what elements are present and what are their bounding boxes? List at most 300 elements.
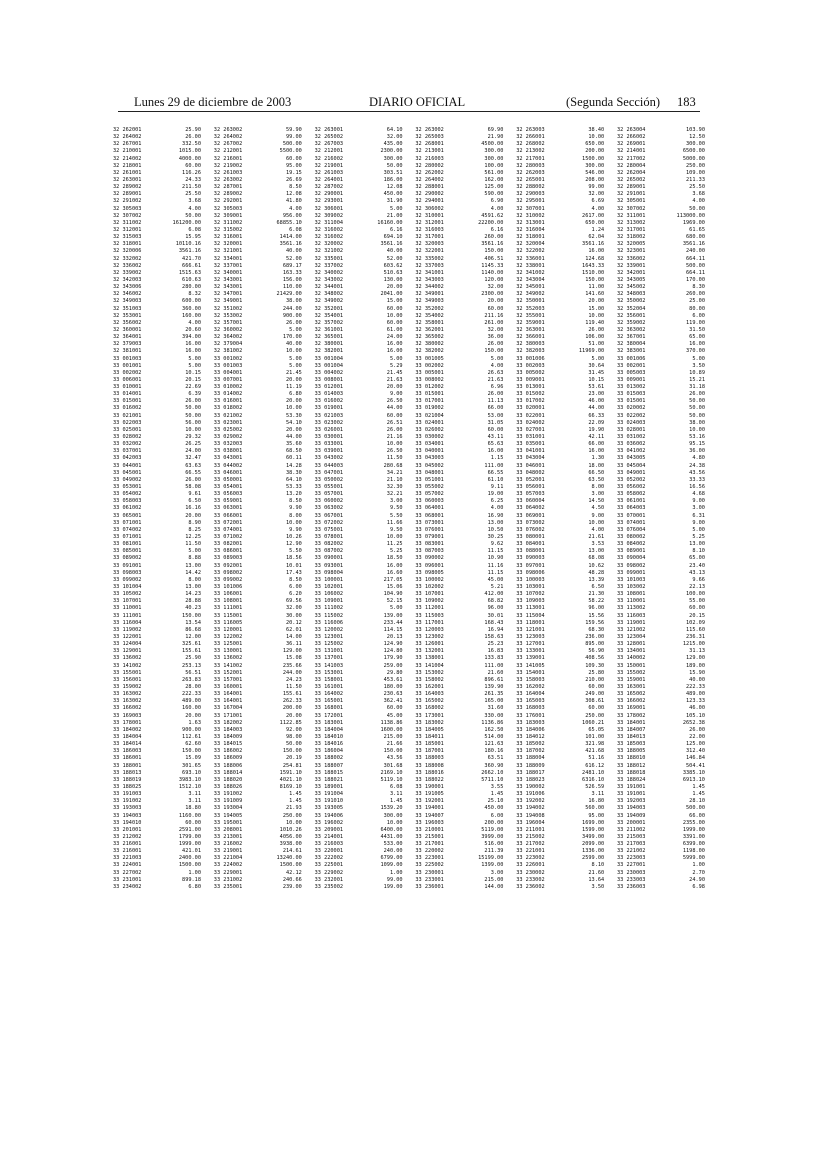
item-code: 33 087002: [314, 548, 344, 555]
item-code: 32 348002: [314, 291, 344, 298]
item-value: 2481.10: [582, 769, 605, 776]
table-row: [315, 734, 403, 741]
item-code: 33 014002: [213, 391, 243, 398]
item-code: 32 362001: [415, 326, 444, 333]
item-code: 32 318001: [516, 234, 545, 241]
table-row: [617, 855, 705, 862]
table-row: [315, 555, 403, 562]
table-row: [113, 663, 201, 670]
item-value: 603.62: [383, 262, 403, 269]
table-row: [315, 834, 403, 841]
table-row: [113, 284, 201, 291]
item-value: 25.90: [185, 127, 201, 133]
table-row: [315, 741, 403, 748]
item-value: 214.61: [282, 848, 302, 855]
item-code: 33 057003: [516, 491, 545, 498]
item-code: 32 343006: [113, 284, 142, 291]
item-code: 32 265002: [314, 134, 344, 141]
item-value: 23.40: [689, 562, 705, 569]
item-value: 116.26: [182, 169, 201, 176]
item-code: 33 089001: [616, 548, 646, 555]
item-value: 16.83: [487, 648, 504, 655]
item-value: 29.32: [185, 434, 201, 441]
item-code: 33 125001: [213, 641, 243, 648]
item-code: 33 076001: [415, 526, 444, 533]
item-value: 13.00: [588, 548, 605, 555]
table-row: [214, 527, 302, 534]
item-value: 20.15: [689, 612, 705, 619]
item-code: 33 120001: [213, 626, 243, 633]
item-value: 4.00: [188, 205, 201, 212]
item-value: 421.70: [182, 255, 201, 262]
item-code: 33 014003: [314, 391, 344, 398]
table-row: [113, 505, 201, 512]
item-code: 32 290003: [516, 191, 545, 198]
header-page-number: 183: [677, 95, 696, 109]
item-value: 1999.00: [682, 826, 705, 833]
item-value: 50.00: [386, 162, 403, 169]
item-code: 32 349002: [516, 291, 545, 298]
item-value: 50.00: [689, 405, 705, 412]
item-code: 33 001006: [516, 355, 545, 362]
item-code: 33 109002: [415, 598, 444, 605]
table-row: [315, 598, 403, 605]
table-row: [315, 227, 403, 234]
item-code: 32 323001: [616, 248, 646, 255]
item-code: 33 002002: [415, 362, 444, 369]
table-row: [315, 820, 403, 827]
item-code: 33 188023: [516, 776, 545, 783]
table-row: [516, 620, 604, 627]
item-value: 10.00: [386, 534, 403, 541]
table-row: [113, 220, 201, 227]
item-code: 33 022003: [113, 419, 142, 426]
item-code: 32 343003: [415, 276, 444, 283]
item-code: 33 188012: [616, 762, 646, 769]
table-row: [415, 805, 503, 812]
item-value: 11.50: [185, 541, 201, 548]
item-value: 360.90: [484, 762, 504, 769]
item-code: 32 337003: [415, 262, 444, 269]
table-row: [113, 798, 201, 805]
item-code: 33 101004: [113, 584, 142, 590]
item-value: 9.00: [692, 519, 705, 526]
item-code: 33 093001: [314, 562, 344, 569]
table-row: [617, 820, 705, 827]
item-code: 33 122001: [113, 633, 142, 640]
item-value: 6.00: [490, 812, 504, 819]
item-value: 155.61: [282, 691, 302, 698]
table-row: [113, 598, 201, 605]
table-row: [113, 534, 201, 541]
table-row: [315, 791, 403, 798]
table-row: [214, 256, 302, 263]
item-code: 33 082001: [213, 541, 243, 548]
item-value: 96.00: [588, 605, 605, 612]
item-code: 33 184001: [616, 719, 646, 726]
item-code: 33 227002: [113, 869, 142, 876]
table-row: [516, 284, 604, 291]
item-value: 150.00: [182, 748, 201, 755]
item-code: 33 139001: [516, 655, 545, 662]
item-code: 32 267002: [213, 141, 243, 148]
item-code: 32 263003: [516, 127, 545, 133]
item-code: 32 380003: [516, 341, 545, 348]
item-code: 32 349003: [113, 298, 142, 305]
item-value: 26.69: [285, 176, 302, 183]
item-value: 694.10: [383, 234, 403, 241]
item-code: 33 131001: [314, 648, 344, 655]
item-code: 33 223002: [516, 855, 545, 862]
item-code: 33 224002: [213, 862, 243, 869]
table-row: [415, 698, 503, 705]
item-code: 33 022002: [616, 412, 646, 419]
item-value: 133.83: [484, 655, 504, 662]
item-value: 4.00: [490, 505, 504, 512]
table-row: [113, 334, 201, 341]
item-code: 32 343002: [314, 276, 344, 283]
item-value: 8.32: [188, 291, 201, 298]
item-value: 1.45: [490, 791, 504, 798]
item-value: 4.68: [692, 491, 705, 498]
item-value: 10.00: [689, 426, 705, 433]
item-value: 141.60: [585, 291, 605, 298]
item-code: 33 236002: [516, 883, 545, 890]
item-code: 33 001004: [314, 355, 344, 362]
item-value: 22200.00: [478, 219, 504, 226]
item-value: 10.62: [588, 562, 605, 569]
table-row: [415, 477, 503, 484]
item-code: 32 366001: [516, 334, 545, 341]
table-row: [617, 620, 705, 627]
item-value: 6.25: [490, 498, 504, 505]
table-row: [214, 705, 302, 712]
table-row: [315, 613, 403, 620]
item-code: 33 024002: [516, 419, 545, 426]
item-code: 33 186009: [213, 755, 243, 762]
item-code: 33 043005: [616, 455, 646, 462]
item-code: 33 121001: [516, 626, 545, 633]
table-row: [516, 741, 604, 748]
table-row: [315, 248, 403, 255]
item-value: 6.69: [591, 198, 605, 205]
item-code: 33 060003: [415, 498, 444, 505]
table-row: [617, 241, 705, 248]
item-value: 4.00: [490, 362, 504, 369]
item-code: 33 043002: [314, 455, 344, 462]
item-code: 33 192003: [616, 798, 646, 805]
table-row: [315, 634, 403, 641]
item-value: 45.00: [386, 712, 403, 719]
item-value: 301.65: [182, 762, 201, 769]
item-value: 300.00: [585, 162, 605, 169]
item-code: 32 311001: [616, 212, 646, 219]
item-value: 29.80: [386, 669, 403, 676]
item-value: 50.00: [185, 405, 201, 412]
table-row: [214, 734, 302, 741]
item-code: 32 311002: [113, 219, 142, 226]
table-row: [214, 548, 302, 555]
item-code: 32 212001: [314, 148, 344, 155]
item-value: 60.00: [386, 412, 403, 419]
table-row: [516, 184, 604, 191]
item-code: 33 229001: [213, 869, 243, 876]
table-row: [516, 848, 604, 855]
item-value: 3391.00: [682, 833, 705, 840]
item-code: 32 343001: [213, 284, 243, 291]
table-row: [113, 313, 201, 320]
table-row: [113, 627, 201, 634]
table-row: [113, 298, 201, 305]
item-code: 32 310002: [516, 212, 545, 219]
table-row: [415, 555, 503, 562]
item-value: 68.50: [285, 448, 302, 455]
table-row: [315, 763, 403, 770]
item-value: 26.00: [285, 319, 302, 326]
item-code: 33 123002: [415, 633, 444, 640]
item-code: 32 349001: [415, 291, 444, 298]
item-code: 33 001004: [314, 362, 344, 369]
table-row: [214, 570, 302, 577]
item-value: 10.01: [285, 562, 302, 569]
item-value: 68.08: [588, 555, 605, 562]
item-code: 33 191009: [213, 798, 243, 805]
item-code: 32 360002: [213, 326, 243, 333]
table-row: [617, 513, 705, 520]
table-row: [516, 670, 604, 677]
table-row: [617, 320, 705, 327]
table-row: [617, 263, 705, 270]
table-row: [516, 291, 604, 298]
item-value: 6913.10: [682, 776, 705, 783]
item-value: 5.00: [490, 355, 504, 362]
item-code: 33 024001: [415, 419, 444, 426]
table-row: [415, 384, 503, 391]
item-code: 33 187002: [516, 748, 545, 755]
item-code: 32 217001: [516, 155, 545, 162]
table-row: [214, 163, 302, 170]
table-row: [516, 548, 604, 555]
item-value: 24.33: [185, 176, 201, 183]
item-code: 33 208001: [213, 826, 243, 833]
item-code: 33 056002: [616, 484, 646, 491]
item-code: 33 004002: [314, 369, 344, 376]
item-code: 33 084001: [516, 541, 545, 548]
item-code: 33 103001: [516, 584, 545, 590]
table-row: [113, 577, 201, 584]
table-row: [516, 870, 604, 877]
item-code: 32 262004: [616, 169, 646, 176]
item-code: 32 217002: [616, 155, 646, 162]
item-code: 32 340002: [314, 269, 344, 276]
item-code: 33 001002: [213, 355, 243, 362]
item-value: 230.63: [383, 691, 403, 698]
item-value: 11.25: [386, 541, 403, 548]
item-value: 1600.00: [380, 726, 403, 733]
table-row: [214, 877, 302, 884]
table-row: [315, 277, 403, 284]
item-value: 20.13: [386, 633, 403, 640]
table-row: [214, 284, 302, 291]
item-value: 31.90: [386, 198, 403, 205]
item-value: 2300.00: [380, 148, 403, 155]
item-code: 33 233002: [516, 876, 545, 883]
item-code: 32 210001: [113, 148, 142, 155]
table-row: [617, 448, 705, 455]
item-code: 32 218001: [113, 162, 142, 169]
table-row: [214, 156, 302, 163]
table-row: [617, 577, 705, 584]
item-value: 5.00: [289, 326, 302, 333]
item-code: 33 184016: [314, 741, 344, 748]
item-code: 32 264002: [113, 134, 142, 141]
item-code: 32 321001: [213, 248, 243, 255]
item-value: 500.00: [686, 262, 705, 269]
table-row: [113, 555, 201, 562]
item-code: 32 347001: [213, 291, 243, 298]
item-code: 33 020002: [616, 405, 646, 412]
table-row: [516, 705, 604, 712]
item-code: 33 072002: [314, 519, 344, 526]
item-value: 222.33: [182, 691, 201, 698]
item-code: 33 027001: [516, 426, 545, 433]
table-row: [315, 134, 403, 141]
item-code: 33 079001: [415, 534, 444, 541]
table-row: [415, 620, 503, 627]
item-code: 33 090001: [314, 555, 344, 562]
item-value: 12.00: [185, 633, 201, 640]
item-value: 62.60: [185, 741, 201, 748]
item-value: 60.00: [285, 155, 302, 162]
item-code: 33 196004: [516, 819, 545, 826]
table-row: [617, 698, 705, 705]
table-row: [516, 813, 604, 820]
item-value: 896.61: [484, 676, 504, 683]
item-value: 42.12: [285, 869, 302, 876]
item-value: 15199.00: [478, 855, 504, 862]
item-value: 20.12: [285, 619, 302, 626]
item-value: 35.60: [285, 441, 302, 448]
table-row: [415, 720, 503, 727]
table-column: [415, 127, 503, 891]
table-row: [315, 584, 403, 591]
item-code: 33 004001: [213, 369, 243, 376]
table-row: [315, 284, 403, 291]
item-value: 236.31: [686, 633, 705, 640]
item-code: 33 161001: [314, 683, 344, 690]
table-row: [113, 263, 201, 270]
item-code: 33 054001: [213, 484, 243, 491]
item-value: 24.00: [386, 334, 403, 341]
item-code: 32 305003: [213, 205, 243, 212]
item-code: 33 223003: [616, 855, 646, 862]
item-value: 3.50: [591, 883, 605, 890]
table-row: [617, 527, 705, 534]
item-code: 32 306001: [314, 205, 344, 212]
item-value: 52.00: [386, 255, 403, 262]
item-code: 33 219001: [213, 848, 243, 855]
table-row: [415, 727, 503, 734]
item-code: 32 336002: [616, 255, 646, 262]
table-row: [315, 520, 403, 527]
item-code: 33 211001: [516, 826, 545, 833]
table-row: [516, 177, 604, 184]
item-value: 3983.10: [178, 776, 201, 783]
item-value: 16.00: [386, 562, 403, 569]
table-row: [214, 763, 302, 770]
item-value: 48.28: [588, 569, 605, 576]
item-value: 280.00: [182, 284, 201, 291]
table-row: [315, 234, 403, 241]
item-value: 95.15: [689, 441, 705, 448]
item-value: 28.88: [185, 598, 201, 605]
item-code: 32 261003: [314, 169, 344, 176]
item-value: 235.66: [282, 662, 302, 669]
item-code: 33 201001: [113, 826, 142, 833]
item-value: 211.39: [484, 848, 504, 855]
item-value: 3561.16: [279, 241, 302, 248]
item-value: 321.98: [585, 741, 605, 748]
item-value: 60.00: [487, 426, 504, 433]
item-value: 300.00: [484, 148, 504, 155]
item-code: 33 058002: [616, 491, 646, 498]
table-row: [516, 163, 604, 170]
item-code: 33 193004: [213, 805, 243, 812]
table-row: [516, 684, 604, 691]
table-row: [113, 734, 201, 741]
item-value: 31.18: [689, 384, 705, 391]
item-code: 33 188001: [113, 762, 142, 769]
table-row: [516, 534, 604, 541]
item-code: 32 289001: [616, 184, 646, 191]
table-row: [415, 334, 503, 341]
item-value: 16.56: [689, 484, 705, 491]
item-code: 33 235001: [213, 883, 243, 890]
table-row: [113, 227, 201, 234]
item-value: 60.00: [588, 705, 605, 712]
item-code: 33 021003: [314, 412, 344, 419]
item-value: 8.50: [289, 576, 302, 583]
item-value: 8.10: [591, 862, 605, 869]
table-row: [516, 613, 604, 620]
item-code: 33 155002: [616, 669, 646, 676]
item-value: 99.00: [386, 876, 403, 883]
table-row: [315, 348, 403, 355]
item-code: 32 363001: [516, 326, 545, 333]
item-value: 5.00: [289, 362, 302, 369]
table-row: [516, 356, 604, 363]
item-value: 119.00: [686, 319, 705, 326]
item-code: 33 234002: [113, 883, 142, 890]
item-code: 33 098002: [616, 562, 646, 569]
table-row: [516, 563, 604, 570]
table-row: [315, 698, 403, 705]
table-row: [214, 141, 302, 148]
table-row: [315, 477, 403, 484]
table-row: [113, 156, 201, 163]
item-value: 61.10: [487, 476, 504, 483]
item-value: 165.00: [484, 698, 504, 705]
item-code: 33 025001: [113, 426, 142, 433]
item-value: 170.00: [282, 334, 302, 341]
table-row: [113, 870, 201, 877]
table-row: [415, 206, 503, 213]
item-code: 33 191001: [616, 791, 646, 798]
item-value: 6799.00: [380, 855, 403, 862]
item-code: 32 380001: [314, 341, 344, 348]
item-value: 1010.26: [279, 826, 302, 833]
table-row: [214, 513, 302, 520]
